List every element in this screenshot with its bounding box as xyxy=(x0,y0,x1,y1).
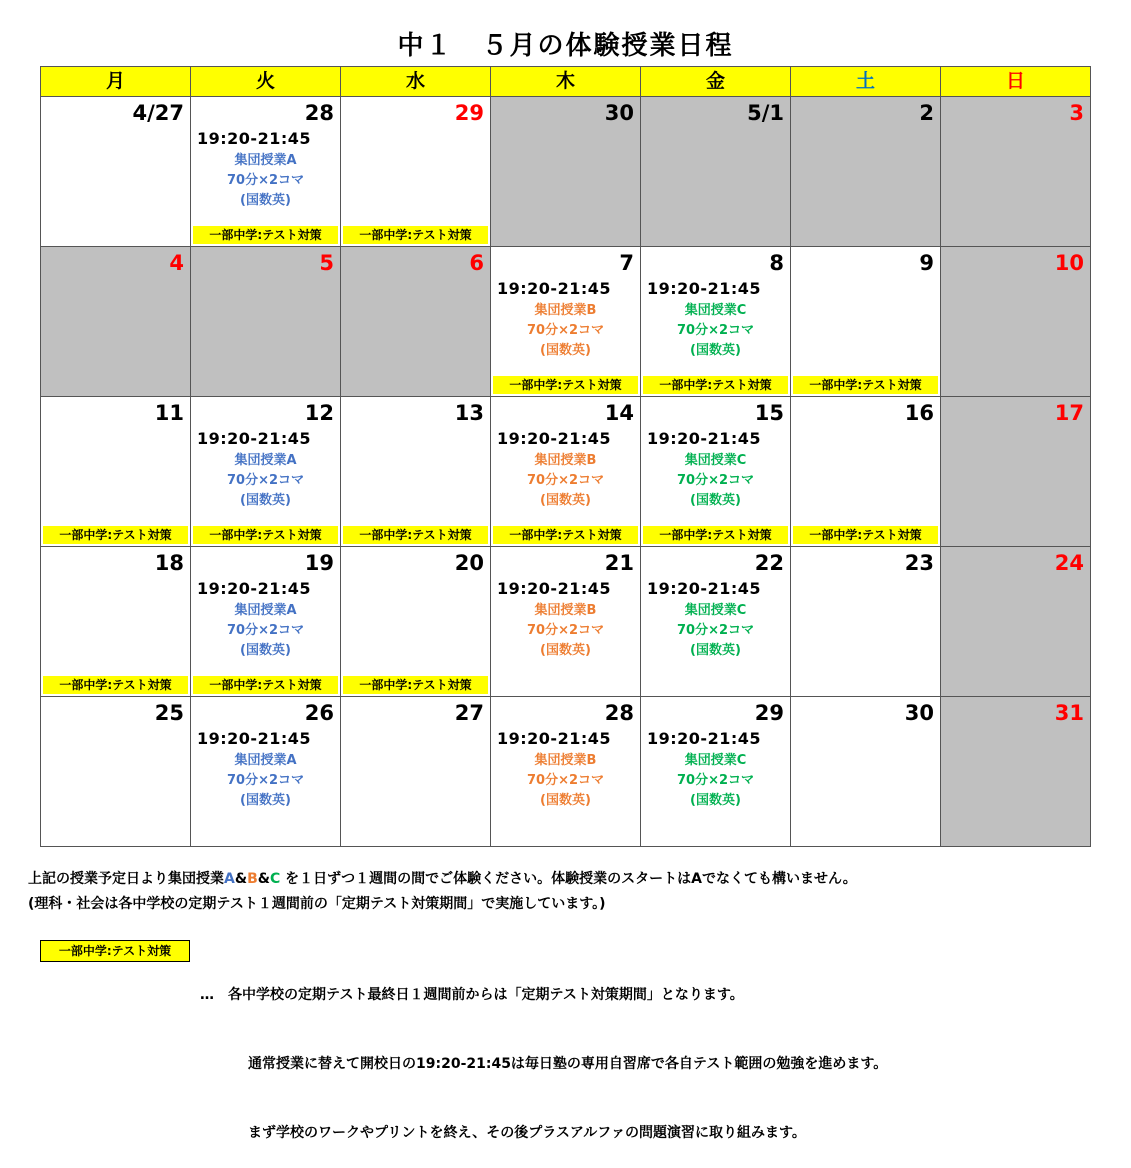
test-prep-badge: 一部中学:テスト対策 xyxy=(193,226,338,244)
session-time: 19:20-21:45 xyxy=(197,429,311,448)
class-duration: 70分×2コマ xyxy=(526,323,605,338)
class-subjects: (国数英) xyxy=(240,193,291,208)
class-label: 集団授業B xyxy=(534,453,597,468)
calendar-day-cell xyxy=(491,97,641,247)
class-label: 集団授業C xyxy=(684,303,747,318)
day-number: 18 xyxy=(154,551,184,575)
note-letter-a: A xyxy=(224,871,235,887)
day-number: 29 xyxy=(454,101,484,125)
day-number: 10 xyxy=(1054,251,1084,275)
page-title: 中１ ５月の体験授業日程 xyxy=(397,31,734,61)
calendar-day-cell xyxy=(491,697,641,847)
calendar-day-cell xyxy=(641,697,791,847)
session-time: 19:20-21:45 xyxy=(497,579,611,598)
test-prep-badge: 一部中学:テスト対策 xyxy=(343,676,488,694)
day-number: 4/27 xyxy=(132,101,184,125)
day-number: 27 xyxy=(454,701,484,725)
class-label: 集団授業A xyxy=(234,453,297,468)
session-time: 19:20-21:45 xyxy=(647,729,761,748)
note-letter-b: B xyxy=(247,871,258,887)
calendar-day-cell xyxy=(491,547,641,697)
day-number: 17 xyxy=(1054,401,1084,425)
session-time: 19:20-21:45 xyxy=(197,579,311,598)
test-prep-badge: 一部中学:テスト対策 xyxy=(343,226,488,244)
calendar-day-cell xyxy=(41,547,191,697)
class-duration: 70分×2コマ xyxy=(676,623,755,638)
calendar-day-cell xyxy=(41,397,191,547)
day-number: 24 xyxy=(1054,551,1084,575)
class-duration: 70分×2コマ xyxy=(526,773,605,788)
day-number: 8 xyxy=(769,251,784,275)
class-duration: 70分×2コマ xyxy=(526,623,605,638)
class-subjects: (国数英) xyxy=(540,793,591,808)
legend-description xyxy=(200,938,888,1168)
day-number: 30 xyxy=(904,701,934,725)
calendar-day-cell xyxy=(191,697,341,847)
day-number: 22 xyxy=(754,551,784,575)
calendar-day-cell xyxy=(941,247,1091,397)
calendar-week-row xyxy=(41,547,1091,697)
calendar-day-cell xyxy=(941,397,1091,547)
weekday-thu: 木 xyxy=(491,67,641,97)
note-line-1-post: を１日ずつ１週間の間でご体験ください。体験授業のスタートはAでなくても構いません。 xyxy=(280,871,857,887)
test-prep-badge: 一部中学:テスト対策 xyxy=(193,676,338,694)
session-time: 19:20-21:45 xyxy=(647,429,761,448)
session-time: 19:20-21:45 xyxy=(647,579,761,598)
day-number: 19 xyxy=(304,551,334,575)
class-info xyxy=(491,451,640,511)
legend-line-2: 通常授業に替えて開校日の19:20-21:45は毎日塾の専用自習席で各自テスト範囲の勉強を進めます。 xyxy=(248,1056,888,1072)
session-time: 19:20-21:45 xyxy=(197,729,311,748)
day-number: 25 xyxy=(154,701,184,725)
test-prep-badge: 一部中学:テスト対策 xyxy=(793,526,938,544)
day-number: 29 xyxy=(754,701,784,725)
test-prep-badge: 一部中学:テスト対策 xyxy=(43,676,188,694)
class-duration: 70分×2コマ xyxy=(226,623,305,638)
test-prep-badge: 一部中学:テスト対策 xyxy=(343,526,488,544)
calendar-day-cell xyxy=(191,247,341,397)
weekday-sat: 土 xyxy=(791,67,941,97)
session-time: 19:20-21:45 xyxy=(497,729,611,748)
class-subjects: (国数英) xyxy=(540,643,591,658)
class-info xyxy=(491,301,640,361)
calendar-day-cell xyxy=(341,397,491,547)
day-number: 28 xyxy=(604,701,634,725)
legend-test-badge: 一部中学:テスト対策 xyxy=(40,940,190,962)
day-number: 30 xyxy=(604,101,634,125)
calendar-day-cell xyxy=(791,247,941,397)
weekday-fri: 金 xyxy=(641,67,791,97)
day-number: 11 xyxy=(154,401,184,425)
class-subjects: (国数英) xyxy=(240,643,291,658)
day-number: 4 xyxy=(169,251,184,275)
class-info xyxy=(191,151,340,211)
day-number: 28 xyxy=(304,101,334,125)
class-subjects: (国数英) xyxy=(240,793,291,808)
day-number: 26 xyxy=(304,701,334,725)
day-number: 7 xyxy=(619,251,634,275)
day-number: 5 xyxy=(319,251,334,275)
session-time: 19:20-21:45 xyxy=(497,279,611,298)
class-label: 集団授業C xyxy=(684,753,747,768)
class-label: 集団授業B xyxy=(534,753,597,768)
calendar-table xyxy=(40,66,1091,847)
class-info xyxy=(641,451,790,511)
calendar-day-cell xyxy=(941,97,1091,247)
day-number: 6 xyxy=(469,251,484,275)
weekday-wed: 水 xyxy=(341,67,491,97)
calendar-day-cell xyxy=(191,397,341,547)
day-number: 21 xyxy=(604,551,634,575)
calendar-day-cell xyxy=(791,397,941,547)
calendar-day-cell xyxy=(791,547,941,697)
calendar-day-cell xyxy=(641,247,791,397)
calendar-day-cell xyxy=(341,697,491,847)
class-info xyxy=(641,601,790,661)
day-number: 12 xyxy=(304,401,334,425)
class-label: 集団授業A xyxy=(234,153,297,168)
day-number: 31 xyxy=(1054,701,1084,725)
weekday-tue: 火 xyxy=(191,67,341,97)
test-prep-badge: 一部中学:テスト対策 xyxy=(493,526,638,544)
session-time: 19:20-21:45 xyxy=(497,429,611,448)
legend-line-1: … 各中学校の定期テスト最終日１週間前からは「定期テスト対策期間」となります。 xyxy=(200,987,744,1003)
calendar-week-row xyxy=(41,697,1091,847)
note-line-1 xyxy=(28,868,1118,890)
calendar-day-cell xyxy=(41,247,191,397)
weekday-mon: 月 xyxy=(41,67,191,97)
calendar-day-cell xyxy=(791,97,941,247)
calendar-day-cell xyxy=(41,97,191,247)
note-letter-c: C xyxy=(269,871,281,887)
calendar-day-cell xyxy=(491,397,641,547)
day-number: 16 xyxy=(904,401,934,425)
class-duration: 70分×2コマ xyxy=(226,173,305,188)
calendar-week-row xyxy=(41,247,1091,397)
day-number: 3 xyxy=(1069,101,1084,125)
class-info xyxy=(191,751,340,811)
class-duration: 70分×2コマ xyxy=(676,773,755,788)
calendar-week-row xyxy=(41,397,1091,547)
class-label: 集団授業B xyxy=(534,303,597,318)
class-info xyxy=(191,451,340,511)
day-number: 23 xyxy=(904,551,934,575)
note-line-2: (理科・社会は各中学校の定期テスト１週間前の「定期テスト対策期間」で実施しています。) xyxy=(28,896,606,912)
calendar-day-cell xyxy=(191,97,341,247)
day-number: 13 xyxy=(454,401,484,425)
calendar-day-cell xyxy=(641,547,791,697)
class-duration: 70分×2コマ xyxy=(226,473,305,488)
day-number: 2 xyxy=(919,101,934,125)
class-subjects: (国数英) xyxy=(240,493,291,508)
class-subjects: (国数英) xyxy=(690,793,741,808)
calendar-day-cell xyxy=(41,697,191,847)
class-subjects: (国数英) xyxy=(690,343,741,358)
test-prep-badge: 一部中学:テスト対策 xyxy=(793,376,938,394)
day-number: 9 xyxy=(919,251,934,275)
class-info xyxy=(491,601,640,661)
class-duration: 70分×2コマ xyxy=(526,473,605,488)
class-label: 集団授業C xyxy=(684,453,747,468)
note-amp-2: & xyxy=(257,871,270,887)
note-line-1-pre: 上記の授業予定日より集団授業 xyxy=(28,871,224,887)
day-number: 14 xyxy=(604,401,634,425)
day-number: 15 xyxy=(754,401,784,425)
calendar-day-cell xyxy=(191,547,341,697)
class-label: 集団授業A xyxy=(234,603,297,618)
class-info xyxy=(641,751,790,811)
note-amp-1: & xyxy=(234,871,248,887)
class-info xyxy=(641,301,790,361)
class-duration: 70分×2コマ xyxy=(676,323,755,338)
calendar-day-cell xyxy=(491,247,641,397)
weekday-sun: 日 xyxy=(941,67,1091,97)
class-info xyxy=(191,601,340,661)
class-label: 集団授業C xyxy=(684,603,747,618)
test-prep-badge: 一部中学:テスト対策 xyxy=(643,526,788,544)
day-number: 5/1 xyxy=(747,101,784,125)
class-label: 集団授業A xyxy=(234,753,297,768)
weekday-header-row xyxy=(41,67,1091,97)
session-time: 19:20-21:45 xyxy=(197,129,311,148)
test-prep-badge: 一部中学:テスト対策 xyxy=(643,376,788,394)
calendar-day-cell xyxy=(641,97,791,247)
calendar-day-cell xyxy=(341,97,491,247)
calendar-day-cell xyxy=(941,547,1091,697)
class-label: 集団授業B xyxy=(534,603,597,618)
test-prep-badge: 一部中学:テスト対策 xyxy=(43,526,188,544)
calendar-day-cell xyxy=(341,247,491,397)
class-subjects: (国数英) xyxy=(690,643,741,658)
calendar-day-cell xyxy=(941,697,1091,847)
class-duration: 70分×2コマ xyxy=(226,773,305,788)
calendar-week-row xyxy=(41,97,1091,247)
class-info xyxy=(491,751,640,811)
test-prep-badge: 一部中学:テスト対策 xyxy=(493,376,638,394)
session-time: 19:20-21:45 xyxy=(647,279,761,298)
calendar-day-cell xyxy=(791,697,941,847)
test-prep-badge: 一部中学:テスト対策 xyxy=(193,526,338,544)
day-number: 20 xyxy=(454,551,484,575)
calendar-day-cell xyxy=(341,547,491,697)
class-subjects: (国数英) xyxy=(690,493,741,508)
legend-line-3: まず学校のワークやプリントを終え、その後プラスアルファの問題演習に取り組みます。 xyxy=(248,1125,806,1141)
calendar-day-cell xyxy=(641,397,791,547)
class-duration: 70分×2コマ xyxy=(676,473,755,488)
class-subjects: (国数英) xyxy=(540,343,591,358)
class-subjects: (国数英) xyxy=(540,493,591,508)
